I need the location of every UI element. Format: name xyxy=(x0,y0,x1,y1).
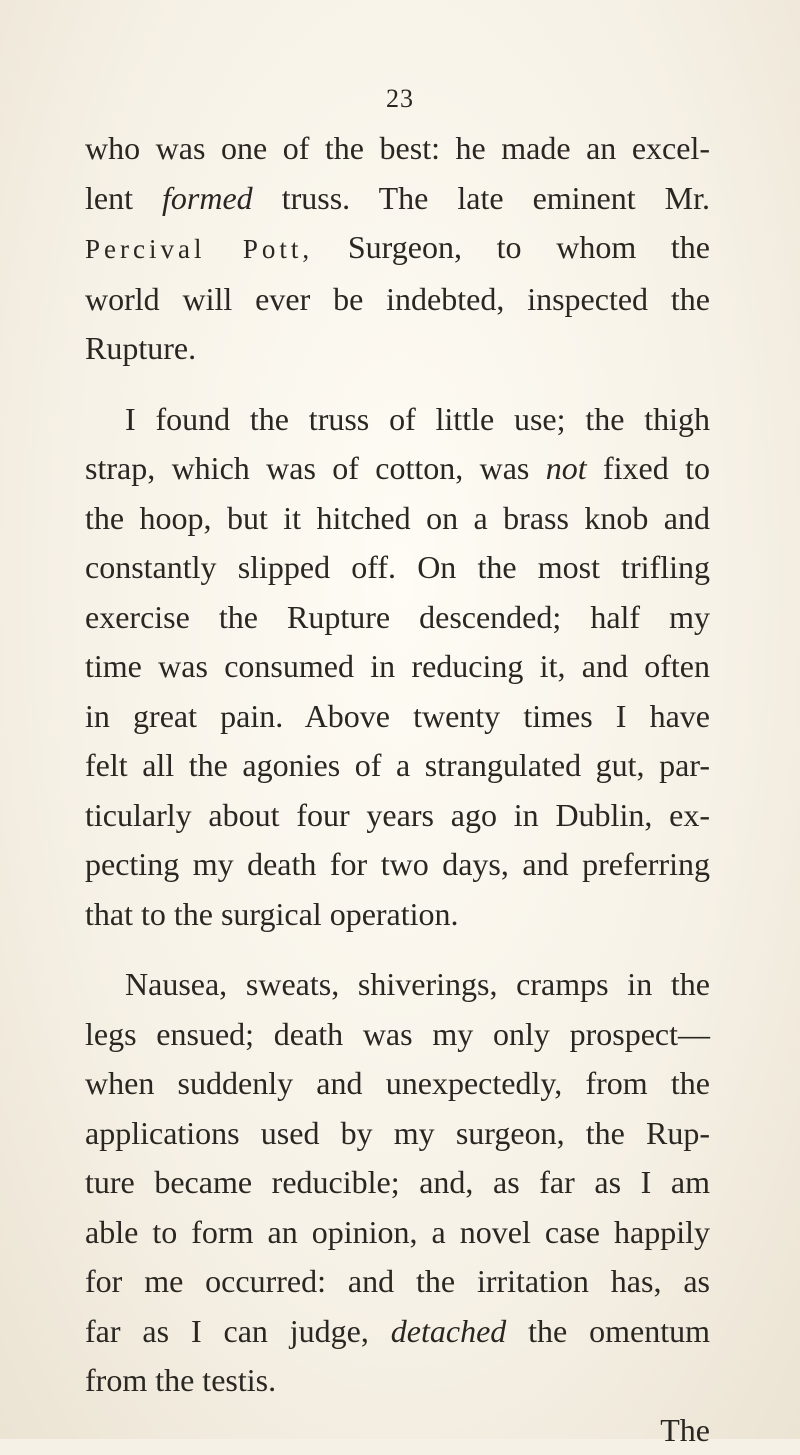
text-line: legs ensued; death was my only prospect— xyxy=(85,1010,710,1060)
paragraph-gap xyxy=(85,374,710,395)
text-line: able to form an opinion, a novel case happily xyxy=(85,1208,710,1258)
text-line: felt all the agonies of a strangulated gut, par- xyxy=(85,741,710,791)
paragraph-gap xyxy=(85,939,710,960)
text-line: who was one of the best: he made an excel- xyxy=(85,124,710,174)
text-span: the omentum xyxy=(506,1313,710,1349)
paragraph-1 xyxy=(85,124,710,374)
text-line xyxy=(85,1307,710,1357)
text-line: that to the surgical operation. xyxy=(85,890,710,940)
text-line xyxy=(85,174,710,224)
text-line: applications used by my surgeon, the Rup- xyxy=(85,1109,710,1159)
text-line: for me occurred: and the irritation has, as xyxy=(85,1257,710,1307)
paragraph-3 xyxy=(85,960,710,1406)
text-line: from the testis. xyxy=(85,1356,710,1406)
paragraph-2 xyxy=(85,395,710,940)
text-span: far as I can judge, xyxy=(85,1313,391,1349)
text-line xyxy=(85,444,710,494)
text-span: lent xyxy=(85,180,162,216)
text-line: ture became reducible; and, as far as I am xyxy=(85,1158,710,1208)
text-line: in great pain. Above twenty times I have xyxy=(85,692,710,742)
italic-word: not xyxy=(546,450,587,486)
body-text xyxy=(85,124,710,1455)
catchword: The xyxy=(85,1406,710,1455)
text-line: pecting my death for two days, and preferring xyxy=(85,840,710,890)
text-line: time was consumed in reducing it, and often xyxy=(85,642,710,692)
text-line: constantly slipped off. On the most trifling xyxy=(85,543,710,593)
text-line xyxy=(85,223,710,275)
text-span: Surgeon, to whom the xyxy=(313,229,710,265)
small-caps-name: Percival Pott, xyxy=(85,234,313,264)
text-line: world will ever be indebted, inspected the xyxy=(85,275,710,325)
text-span: truss. The late eminent Mr. xyxy=(253,180,710,216)
text-line: the hoop, but it hitched on a brass knob and xyxy=(85,494,710,544)
text-line: Rupture. xyxy=(85,324,710,374)
text-line: ticularly about four years ago in Dublin, ex- xyxy=(85,791,710,841)
italic-word: detached xyxy=(391,1313,507,1349)
text-line: Nausea, sweats, shiverings, cramps in the xyxy=(85,960,710,1010)
italic-word: formed xyxy=(162,180,253,216)
text-line: exercise the Rupture descended; half my xyxy=(85,593,710,643)
text-line: I found the truss of little use; the thigh xyxy=(85,395,710,445)
text-span: strap, which was of cotton, was xyxy=(85,450,546,486)
page-number: 23 xyxy=(0,84,800,114)
text-line: when suddenly and unexpectedly, from the xyxy=(85,1059,710,1109)
text-span: fixed to xyxy=(587,450,710,486)
